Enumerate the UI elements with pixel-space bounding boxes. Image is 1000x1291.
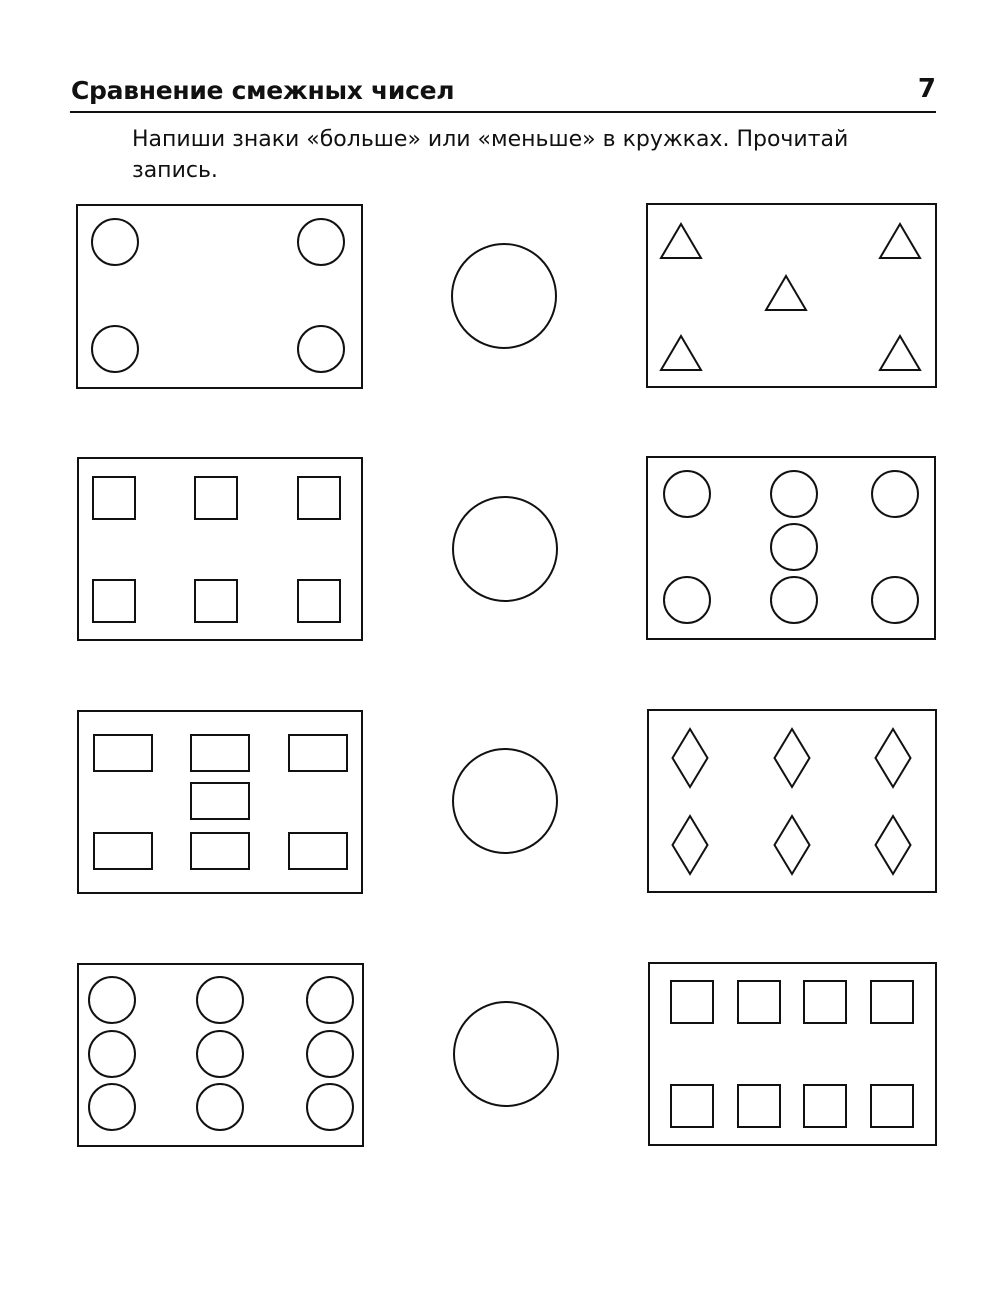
square-figure [871, 981, 913, 1023]
circle-figure [771, 471, 817, 517]
circle-figure [872, 471, 918, 517]
right-box-frame [649, 963, 936, 1145]
answer-circle[interactable] [452, 244, 556, 348]
diamond-figure [673, 816, 708, 874]
circle-figure [298, 326, 344, 372]
left-figure-box [78, 964, 363, 1146]
square-figure [298, 580, 340, 622]
right-figure-box [647, 204, 936, 387]
rectangle-figure [191, 783, 249, 819]
square-figure [195, 477, 237, 519]
circle-figure [92, 326, 138, 372]
rectangle-figure [94, 735, 152, 771]
circle-figure [664, 577, 710, 623]
diamond-figure [876, 816, 911, 874]
square-figure [671, 981, 713, 1023]
left-box-frame [78, 711, 362, 893]
left-box-frame [78, 964, 363, 1146]
right-box-frame [648, 710, 936, 892]
triangle-figure [880, 224, 920, 258]
circle-figure [307, 1031, 353, 1077]
circle-figure [771, 524, 817, 570]
instruction-line-2: запись. [132, 158, 218, 183]
right-figure-box [648, 710, 936, 892]
answer-circle[interactable] [453, 749, 557, 853]
instruction-line-1: Напиши знаки «больше» или «меньше» в кружках. Прочитай [132, 127, 849, 152]
page-title: Сравнение смежных чисел [71, 76, 455, 105]
circle-figure [771, 577, 817, 623]
comparison-row [78, 963, 936, 1146]
triangle-figure [766, 276, 806, 310]
left-box-frame [77, 205, 362, 388]
circle-figure [872, 577, 918, 623]
answer-circle[interactable] [453, 497, 557, 601]
circle-figure [307, 977, 353, 1023]
left-box-frame [78, 458, 362, 640]
rectangle-figure [289, 833, 347, 869]
diamond-figure [673, 729, 708, 787]
circle-figure [89, 977, 135, 1023]
diamond-figure [876, 729, 911, 787]
diamond-figure [775, 816, 810, 874]
left-figure-box [77, 205, 362, 388]
circle-figure [307, 1084, 353, 1130]
comparison-row [77, 204, 936, 388]
right-box-frame [647, 457, 935, 639]
rectangle-figure [289, 735, 347, 771]
comparison-row [78, 710, 936, 893]
square-figure [298, 477, 340, 519]
square-figure [93, 477, 135, 519]
circle-figure [197, 1031, 243, 1077]
square-figure [738, 1085, 780, 1127]
triangle-figure [661, 336, 701, 370]
circle-figure [664, 471, 710, 517]
right-figure-box [649, 963, 936, 1145]
triangle-figure [880, 336, 920, 370]
square-figure [671, 1085, 713, 1127]
rectangle-figure [191, 735, 249, 771]
rectangle-figure [191, 833, 249, 869]
circle-figure [89, 1084, 135, 1130]
right-figure-box [647, 457, 935, 639]
left-figure-box [78, 458, 362, 640]
circle-figure [298, 219, 344, 265]
page-number: 7 [917, 74, 936, 104]
square-figure [738, 981, 780, 1023]
circle-figure [89, 1031, 135, 1077]
square-figure [804, 981, 846, 1023]
square-figure [804, 1085, 846, 1127]
answer-circle[interactable] [454, 1002, 558, 1106]
left-figure-box [78, 711, 362, 893]
right-box-frame [647, 204, 936, 387]
square-figure [93, 580, 135, 622]
square-figure [871, 1085, 913, 1127]
circle-figure [197, 1084, 243, 1130]
diamond-figure [775, 729, 810, 787]
circle-figure [197, 977, 243, 1023]
circle-figure [92, 219, 138, 265]
rectangle-figure [94, 833, 152, 869]
comparison-row [78, 457, 935, 640]
square-figure [195, 580, 237, 622]
triangle-figure [661, 224, 701, 258]
